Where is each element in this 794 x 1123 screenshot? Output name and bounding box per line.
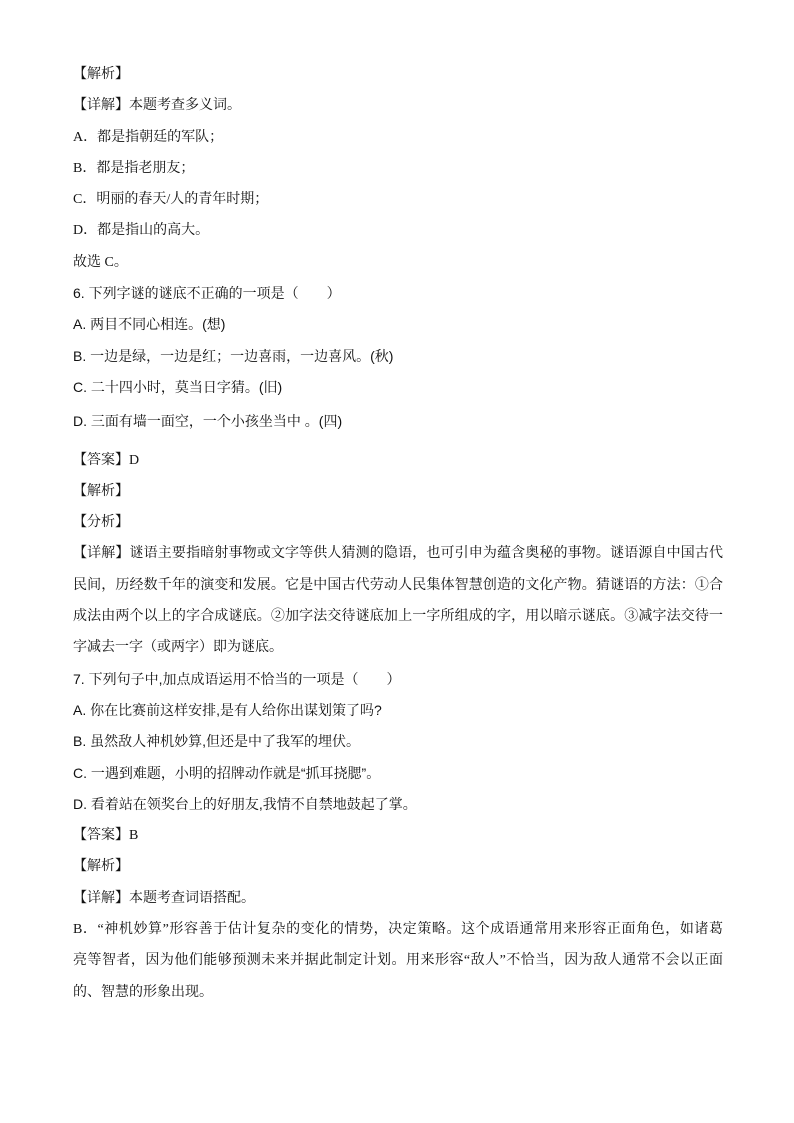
q5-option-c-explanation: C．明丽的春天/人的青年时期； <box>73 192 269 208</box>
q5-option-d-explanation: D．都是指山的高大。 <box>73 223 210 239</box>
q7-option-a: A. 你在比赛前这样安排,是有人给你出谋划策了吗? <box>73 701 382 718</box>
q7-explanation-line-2: 亮等智者，因为他们能够预测未来并据此制定计划。用来形容“敌人”不恰当，因为敌人通常不会以正面 <box>73 953 723 969</box>
q6-option-c: C. 二十四小时，莫当日字猜。(旧) <box>73 378 283 395</box>
q5-detail: 【详解】本题考查多义词。 <box>73 98 241 114</box>
q7-stem: 7. 下列句子中,加点成语运用不恰当的一项是（ ） <box>73 670 401 687</box>
q7-analysis-label: 【解析】 <box>73 859 129 875</box>
q5-option-a-explanation: A．都是指朝廷的军队； <box>73 129 224 145</box>
q7-option-c: C. 一遇到难题，小明的招牌动作就是“抓耳挠腮”。 <box>73 764 381 781</box>
document-content <box>73 59 723 1008</box>
q6-option-d: D. 三面有墙一面空，一个小孩坐当中 。(四) <box>73 413 343 430</box>
q6-detail-line-2: 民间，历经数千年的演变和发展。它是中国古代劳动人民集体智慧创造的文化产物。猜谜语的方法：①合 <box>73 577 723 593</box>
q6-detail-line-1: 【详解】谜语主要指暗射事物或文字等供人猜测的隐语，也可引申为蕴含奥秘的事物。谜语源自中国古代 <box>73 546 723 562</box>
q7-answer: 【答案】B <box>73 828 139 844</box>
q7-option-d: D. 看着站在领奖台上的好朋友,我情不自禁地鼓起了掌。 <box>73 795 417 812</box>
q6-detail-line-4: 字减去一字（或两字）即为谜底。 <box>73 640 283 656</box>
q6-detail-line-3: 成法由两个以上的字合成谜底。②加字法交待谜底加上一字所组成的字，用以暗示谜底。③减字法交待一 <box>73 609 723 625</box>
q5-conclusion: 故选 C。 <box>73 254 128 270</box>
q6-analysis-label: 【解析】 <box>73 483 129 499</box>
q6-option-a: A. 两目不同心相连。(想) <box>73 316 226 333</box>
q6-answer: 【答案】D <box>73 452 140 468</box>
q7-detail: 【详解】本题考查词语搭配。 <box>73 890 255 906</box>
q6-analysis-sub-label: 【分析】 <box>73 515 129 531</box>
q6-stem: 6. 下列字谜的谜底不正确的一项是（ ） <box>73 285 341 302</box>
q6-option-b: B. 一边是绿，一边是红；一边喜雨，一边喜风。(秋) <box>73 347 394 364</box>
q5-analysis-label: 【解析】 <box>73 67 129 82</box>
q7-explanation-line-3: 的、智慧的形象出现。 <box>73 984 213 1000</box>
q7-explanation-line-1: B．“神机妙算”形容善于估计复杂的变化的情势，决定策略。这个成语通常用来形容正面角色，如诸葛 <box>73 922 723 938</box>
q7-option-b: B. 虽然敌人神机妙算,但还是中了我军的埋伏。 <box>73 733 361 750</box>
q5-option-b-explanation: B．都是指老朋友； <box>73 160 195 176</box>
